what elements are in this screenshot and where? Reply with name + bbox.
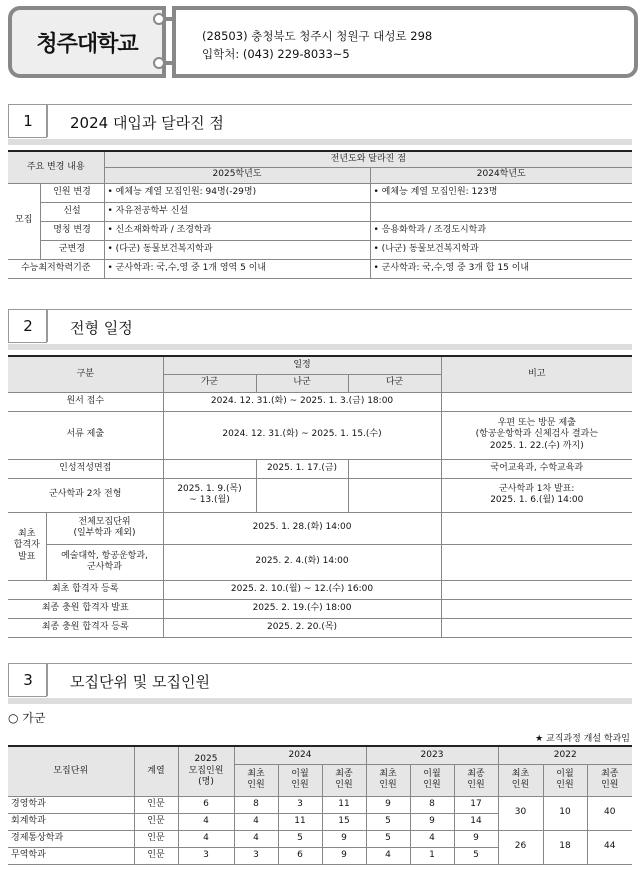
h-note: 비고 <box>441 356 632 392</box>
docs-note-line: 2025. 1. 22.(수) 까지) <box>489 440 584 451</box>
field-cell: 인문 <box>134 813 178 830</box>
h-unit: 모집단위 <box>8 746 134 796</box>
section-title: 전형 일정 <box>70 319 133 337</box>
unit-cell: 회계학과 <box>8 813 134 830</box>
final-all-line: (일부학과 제외) <box>73 528 136 538</box>
h-na: 나군 <box>256 374 348 392</box>
interview-note: 국어교육과, 수학교육과 <box>441 459 632 478</box>
extra-announce-label: 최종 충원 합격자 발표 <box>8 599 163 618</box>
count-cell: 9 <box>454 830 498 847</box>
count-cell: 4 <box>178 830 234 847</box>
h-sub: 이월 인원 <box>543 764 587 796</box>
teaching-note: ★ 교직과정 개설 학과임 <box>535 734 630 744</box>
count-cell: 6 <box>278 847 322 864</box>
military-note-line: 2025. 1. 6.(월) 14:00 <box>490 495 584 505</box>
count-cell: 5 <box>366 813 410 830</box>
suneung-2024: • 군사학과: 국,수,영 중 3개 합 15 이내 <box>370 259 632 278</box>
h-sub: 최종 인원 <box>454 764 498 796</box>
address-text: (28503) 충청북도 청주시 청원구 대성로 298 <box>202 29 433 43</box>
final-group-line: 합격자 <box>13 540 40 551</box>
count-cell: 8 <box>234 796 278 813</box>
military-label: 군사학과 2차 전형 <box>8 478 163 512</box>
count-cell: 11 <box>278 813 322 830</box>
h-ga: 가군 <box>163 374 256 392</box>
extra-announce-date: 2025. 2. 19.(수) 18:00 <box>163 599 441 618</box>
section-header-2 <box>8 309 632 344</box>
row-label: 군변경 <box>40 240 104 259</box>
h-sub: 최초 인원 <box>234 764 278 796</box>
military-date-line: ~ 13.(월) <box>189 495 230 505</box>
h-sub: 최종 인원 <box>322 764 366 796</box>
count-cell: 5 <box>366 830 410 847</box>
field-cell: 인문 <box>134 830 178 847</box>
count-cell: 8 <box>410 796 454 813</box>
final-art-label <box>46 544 163 580</box>
final-art-line: 군사학과 <box>87 562 122 572</box>
final-group-line: 최초 <box>18 529 36 540</box>
field-cell: 인문 <box>134 847 178 864</box>
col-diff-header: 전년도와 달라진 점 <box>104 151 632 167</box>
row-2024: • (나군) 동물보건복지학과 <box>370 240 632 259</box>
count-cell: 5 <box>278 830 322 847</box>
h-sub: 최초 인원 <box>498 764 543 796</box>
h-2025-line: 2025 <box>194 754 218 765</box>
count-cell: 4 <box>178 813 234 830</box>
recruit-table <box>8 745 632 865</box>
section-title: 모집단위 및 모집인원 <box>70 673 210 691</box>
h-2025-line: (명) <box>198 776 214 787</box>
extra-register-date: 2025. 2. 20.(목) <box>163 618 441 637</box>
count-cell: 4 <box>366 847 410 864</box>
section-number: 3 <box>8 664 47 697</box>
final-art-line: 예술대학, 항공운항과, <box>61 550 148 561</box>
col-2024-header: 2024학년도 <box>370 167 632 183</box>
count-cell: 17 <box>454 796 498 813</box>
group-recruit: 모집 <box>8 183 40 259</box>
count-cell: 30 <box>498 796 543 830</box>
suneung-2025: • 군사학과: 국,수,영 중 1개 영역 5 이내 <box>104 259 370 278</box>
suneung-label: 수능최저학력기준 <box>8 259 104 278</box>
h-field: 계열 <box>134 746 178 796</box>
extra-register-label: 최종 충원 합격자 등록 <box>8 618 163 637</box>
field-cell: 인문 <box>134 796 178 813</box>
section-number: 2 <box>8 310 47 343</box>
section-number: 1 <box>8 105 47 138</box>
unit-cell: 경영학과 <box>8 796 134 813</box>
row-label: 명칭 변경 <box>40 221 104 240</box>
count-cell: 4 <box>234 830 278 847</box>
military-date <box>163 478 256 512</box>
count-cell: 40 <box>587 796 632 830</box>
military-date-line: 2025. 1. 9.(목) <box>177 483 242 494</box>
count-cell: 11 <box>322 796 366 813</box>
row-label: 인원 변경 <box>40 183 104 202</box>
section-title: 2024 대입과 달라진 점 <box>70 114 224 132</box>
schedule-table <box>8 355 632 638</box>
count-cell: 3 <box>178 847 234 864</box>
docs-label: 서류 제출 <box>8 411 163 459</box>
col-2025-header: 2025학년도 <box>104 167 370 183</box>
final-all-date: 2025. 1. 28.(화) 14:00 <box>163 512 441 544</box>
row-2025: • 예체능 계열 모집인원: 94명(-29명) <box>104 183 370 202</box>
table-row <box>8 830 632 847</box>
docs-note-line: 우편 또는 방문 제출 <box>497 418 576 429</box>
count-cell: 6 <box>178 796 234 813</box>
phone-text: 입학처: (043) 229-8033~5 <box>202 47 350 61</box>
recruit-group-label: ○ 가군 <box>8 711 46 725</box>
final-group-line: 발표 <box>18 551 36 562</box>
table-row <box>8 796 632 813</box>
interview-label: 인성적성면접 <box>8 459 163 478</box>
row-2025: • (다군) 동물보건복지학과 <box>104 240 370 259</box>
row-label: 신설 <box>40 202 104 221</box>
unit-cell: 무역학과 <box>8 847 134 864</box>
h-sub: 최초 인원 <box>366 764 410 796</box>
final-all-line: 전체모집단위 <box>78 516 131 527</box>
h-year: 2023 <box>366 746 498 764</box>
h-schedule: 일정 <box>163 356 441 374</box>
h-da: 다군 <box>348 374 441 392</box>
h-2025 <box>178 746 234 796</box>
final-group-label <box>8 512 46 580</box>
count-cell: 5 <box>454 847 498 864</box>
military-note <box>441 478 632 512</box>
count-cell: 9 <box>322 847 366 864</box>
row-2025: • 신소재화학과 / 조경학과 <box>104 221 370 240</box>
docs-date: 2024. 12. 31.(화) ~ 2025. 1. 15.(수) <box>163 411 441 459</box>
count-cell: 9 <box>410 813 454 830</box>
final-art-date: 2025. 2. 4.(화) 14:00 <box>163 544 441 580</box>
count-cell: 3 <box>278 796 322 813</box>
final-all-label <box>46 512 163 544</box>
count-cell: 10 <box>543 796 587 830</box>
section-header-3 <box>8 663 632 698</box>
university-name: 청주대학교 <box>36 31 138 57</box>
count-cell: 9 <box>366 796 410 813</box>
count-cell: 44 <box>587 830 632 864</box>
count-cell: 18 <box>543 830 587 864</box>
count-cell: 15 <box>322 813 366 830</box>
h-year: 2022 <box>498 746 632 764</box>
unit-cell: 경제통상학과 <box>8 830 134 847</box>
count-cell: 4 <box>410 830 454 847</box>
military-note-line: 군사학과 1차 발표: <box>499 483 575 494</box>
h-2025-line: 모집인원 <box>188 765 224 776</box>
row-2024 <box>370 202 632 221</box>
count-cell: 26 <box>498 830 543 864</box>
apply-label: 원서 접수 <box>8 392 163 411</box>
register-label: 최초 합격자 등록 <box>8 580 163 599</box>
register-date: 2025. 2. 10.(월) ~ 12.(수) 16:00 <box>163 580 441 599</box>
h-sub: 이월 인원 <box>410 764 454 796</box>
col-main-header: 주요 변경 내용 <box>8 151 104 183</box>
count-cell: 3 <box>234 847 278 864</box>
apply-date: 2024. 12. 31.(화) ~ 2025. 1. 3.(금) 18:00 <box>163 392 441 411</box>
interview-date: 2025. 1. 17.(금) <box>256 459 348 478</box>
count-cell: 9 <box>322 830 366 847</box>
count-cell: 4 <box>234 813 278 830</box>
h-category: 구분 <box>8 356 163 392</box>
count-cell: 1 <box>410 847 454 864</box>
docs-note <box>441 411 632 459</box>
row-2024: • 응용화학과 / 조경도시학과 <box>370 221 632 240</box>
contact-box <box>172 6 638 78</box>
h-year: 2024 <box>234 746 366 764</box>
row-2025: • 자유전공학부 신설 <box>104 202 370 221</box>
docs-note-line: (항공운항학과 신체검사 결과는 <box>475 429 598 440</box>
count-cell: 14 <box>454 813 498 830</box>
h-sub: 최종 인원 <box>587 764 632 796</box>
section-header-1 <box>8 104 632 139</box>
h-sub: 이월 인원 <box>278 764 322 796</box>
changes-table <box>8 150 632 279</box>
row-2024: • 예체능 계열 모집인원: 123명 <box>370 183 632 202</box>
university-logo-box <box>8 6 166 78</box>
